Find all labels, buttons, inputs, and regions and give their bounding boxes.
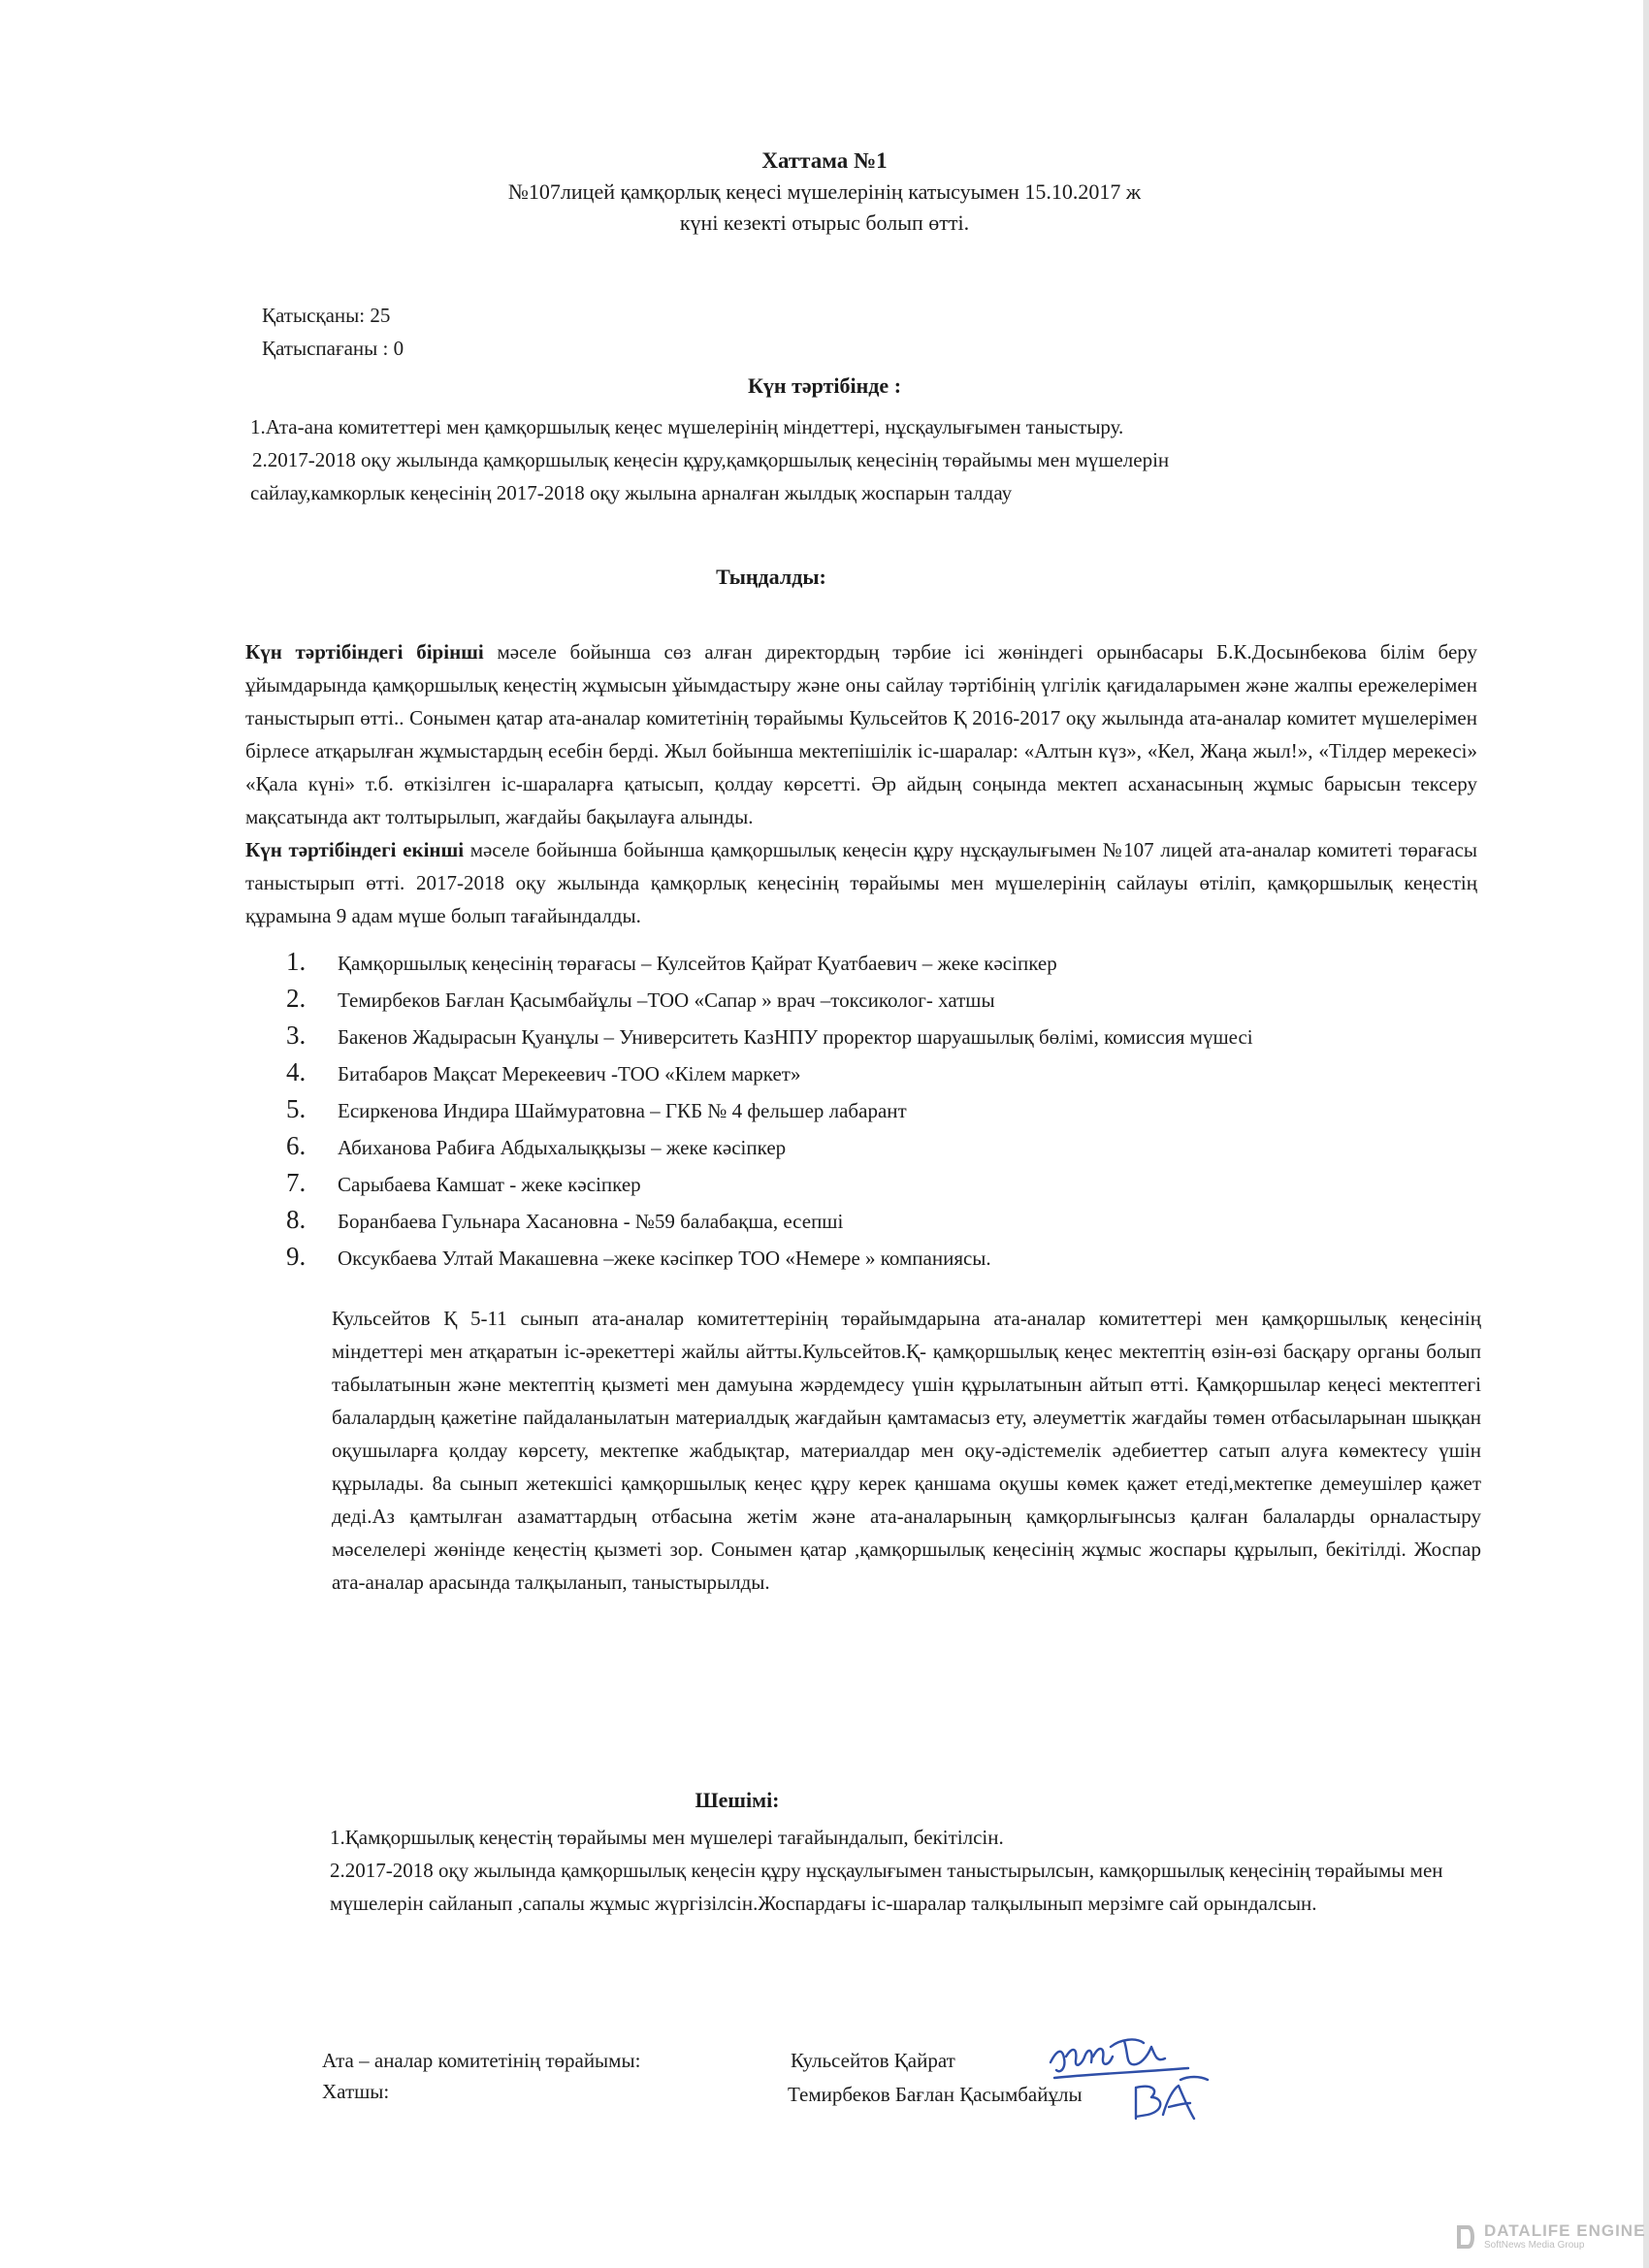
member-text: Темирбеков Бағлан Қасымбайұлы –ТОО «Сапар » врач –токсиколог- хатшы [338, 988, 995, 1012]
member-item [286, 1201, 1479, 1238]
chair-signature-underline [1054, 2068, 1188, 2078]
after-list-paragraph: Кульсейтов Қ 5-11 сынып ата-аналар комитеттерінің төрайымдарына ата-аналар комитеттері мен қамқоршылық кеңесінің міндеттері мен атқаратын іс-әрекеттері жайлы айтты.Кульсейтов.Қ- қамқоршылық кеңес мектептің өзін-өзі басқару органы болып табылатынын және мектептің қызметі мен дамуына жәрдемдесу үшін құрылатынын айтып өтті. Қамқоршылар кеңесі мектептегі балалардың қажетіне пайдаланылатын материалдық жағдайын қамтамасыз ету, әлеуметтік жағдайы төмен отбасыларынан шыққан оқушыларға қолдау көрсету, мектепке жабдықтар, материалдар мен оқу-әдістемелік әдебиеттер сатып алуға көмектесу үшін құрылады. 8а сынып жетекшісі қамқоршылық кеңес құру керек қаншама оқушы көмек қажет етеді,мектепке демеушілер қажет деді.Аз қамтылған азаматтардың отбасына жетім және ата-аналарының қамқорлығынсыз қалған балаларды орналастыру мәселелері жөнінде кеңестің қызметі зор. Сонымен қатар ,қамқоршылық кеңесінің жұмыс жоспары құрылып, бекітілді. Жоспар ата-аналар арасында талқыланып, таныстырылды. [332, 1307, 1481, 1594]
watermark-sub: SoftNews Media Group [1484, 2240, 1585, 2251]
handwritten-signatures [1043, 2018, 1246, 2124]
watermark [1455, 2218, 1645, 2256]
attendance-block [262, 299, 404, 365]
secretary-role-label: Хатшы: [322, 2080, 390, 2103]
member-number: 5. [286, 1094, 307, 1123]
scan-edge [1643, 0, 1649, 2268]
member-number: 8. [286, 1205, 307, 1234]
member-item [286, 1164, 1479, 1201]
agenda-heading: Күн тәртібінде : [747, 373, 902, 398]
heard-p1-text: мәселе бойынша сөз алған директордың тәрбие ісі жөніндегі орынбасары Б.К.Досынбекова білім беру ұйымдарында қамқоршылық кеңестің жұмысын ұйымдастыру және оны сайлау тәртібінің үлгілік қағидаларымен және жалпы ережелерімен таныстырып өтті.. Сонымен қатар ата-аналар комитетінің төрайымы Кульсейтов Қ 2016-2017 оқу жылында ата-аналар комитет мүшелерімен бірлесе атқарылған жұмыстардың есебін берді. Жыл бойынша мектепішілік іс-шаралар: «Алтын күз», «Кел, Жаңа жыл!», «Тілдер мерекесі» «Қала күні» т.б. өткізілген іс-шараларға қатысып, қолдау көрсетті. Әр айдың соңында мектеп асханасының жұмыс барысын тексеру мақсатында акт толтырылып, жағдайы бақылауға алынды. [245, 640, 1477, 828]
secretary-name: Темирбеков Бағлан Қасымбайұлы [788, 2083, 1083, 2106]
decision-item-1: 1.Қамқоршылық кеңестің төрайымы мен мүшелері тағайындалып, бекітілсін. [330, 1826, 1004, 1849]
member-item [286, 1238, 1479, 1275]
agenda-item-2-line-1: 2.2017-2018 оқу жылында қамқоршылық кеңесін құру,қамқоршылық кеңесінің төрайымы мен мүшелерін [252, 448, 1170, 471]
document-header [485, 146, 1164, 239]
heard-paragraph-2 [245, 833, 1477, 932]
member-item [286, 1090, 1479, 1127]
member-text: Қамқоршылық кеңесінің төрағасы – Кулсейтов Қайрат Қуатбаевич – жеке кәсіпкер [338, 952, 1057, 975]
decision-item-2: 2.2017-2018 оқу жылында қамқоршылық кеңесін құру нұсқаулығымен таныстырылсын, камқоршылық кеңесінің төрайымы мен мүшелерін сайланып ,сапалы жұмыс жүргізілсін.Жоспардағы іс-шаралар талқылынып мерзімге сай орындалсын. [330, 1859, 1443, 1915]
member-text: Боранбаева Гульнара Хасановна - №59 балабақша, есепші [338, 1210, 844, 1233]
member-text: Сарыбаева Камшат - жеке кәсіпкер [338, 1173, 641, 1196]
member-number: 6. [286, 1131, 307, 1160]
chair-role-label: Ата – аналар комитетінің төрайымы: [322, 2049, 641, 2072]
chair-name: Кульсейтов Қайрат [791, 2049, 955, 2072]
heard-p2-lead: Күн тәртібіндегі екінші [245, 838, 465, 861]
header-line-2: күні кезекті отырыс болып өтті. [679, 211, 970, 235]
datalife-engine-logo [1455, 2223, 1478, 2251]
chair-signature-stroke [1051, 2040, 1165, 2072]
member-number: 4. [286, 1057, 307, 1086]
member-list [286, 943, 1479, 1275]
attendance-present: Қатысқаны: 25 [262, 304, 391, 327]
watermark-text [1484, 2222, 1645, 2252]
header-line-1: №107лицей қамқорлық кеңесі мүшелерінің катысуымен 15.10.2017 ж [507, 179, 1142, 204]
member-item [286, 1127, 1479, 1164]
member-number: 9. [286, 1242, 307, 1271]
heard-paragraph-1 [245, 635, 1477, 833]
member-item [286, 1017, 1479, 1053]
member-text: Бакенов Жадырасын Қуанұлы – Университеть КазНПУ проректор шаруашылық бөлімі, комиссия мүшесі [338, 1025, 1253, 1049]
decision-block [330, 1821, 1484, 1920]
member-text: Абиханова Рабиға Абдыхалыққызы – жеке кәсіпкер [338, 1136, 787, 1159]
heard-p1-lead: Күн тәртібіндегі бірінші [245, 640, 484, 664]
secretary-signature-stroke [1136, 2077, 1208, 2119]
member-number: 3. [286, 1021, 307, 1050]
member-text: Оксукбаева Ултай Макашевна –жеке кәсіпкер ТОО «Немере » компаниясы. [338, 1247, 991, 1270]
agenda-item-1: 1.Ата-ана комитеттері мен қамқоршылық кеңес мүшелерінің міндеттері, нұсқаулығымен таныстыру. [250, 415, 1124, 438]
heard-body [245, 635, 1477, 932]
member-item [286, 980, 1479, 1017]
heard-p2-text: мәселе бойынша бойынша қамқоршылық кеңесін құру нұсқаулығымен №107 лицей ата-аналар комитеті төрағасы таныстырып өтті. 2017-2018 оқу жылында қамқорлық кеңесінің төрайымы мен мүшелерінің сайлауы өтіліп, қамқоршылық кеңестің құрамына 9 адам мүше болып тағайындалды. [245, 838, 1477, 927]
member-text: Битабаров Мақсат Мерекеевич -ТОО «Кілем маркет» [338, 1062, 801, 1085]
heard-heading: Тыңдалды: [716, 565, 826, 589]
watermark-brand: DATALIFE ENGINE [1484, 2221, 1646, 2240]
decision-heading: Шешімі: [695, 1788, 780, 1812]
attendance-absent: Қатыспағаны : 0 [262, 337, 404, 360]
member-number: 1. [286, 947, 307, 976]
agenda-block [250, 410, 1375, 509]
member-text: Есиркенова Индира Шаймуратовна – ГКБ № 4 фельшер лабарант [338, 1099, 907, 1122]
agenda-item-2-line-2: сайлау,камкорлык кеңесінің 2017-2018 оқу жылына арналған жылдық жоспарын талдау [250, 481, 1013, 504]
member-number: 7. [286, 1168, 307, 1197]
member-number: 2. [286, 984, 307, 1013]
member-item [286, 1053, 1479, 1090]
document-title: Хаттама №1 [761, 148, 888, 173]
member-item [286, 943, 1479, 980]
